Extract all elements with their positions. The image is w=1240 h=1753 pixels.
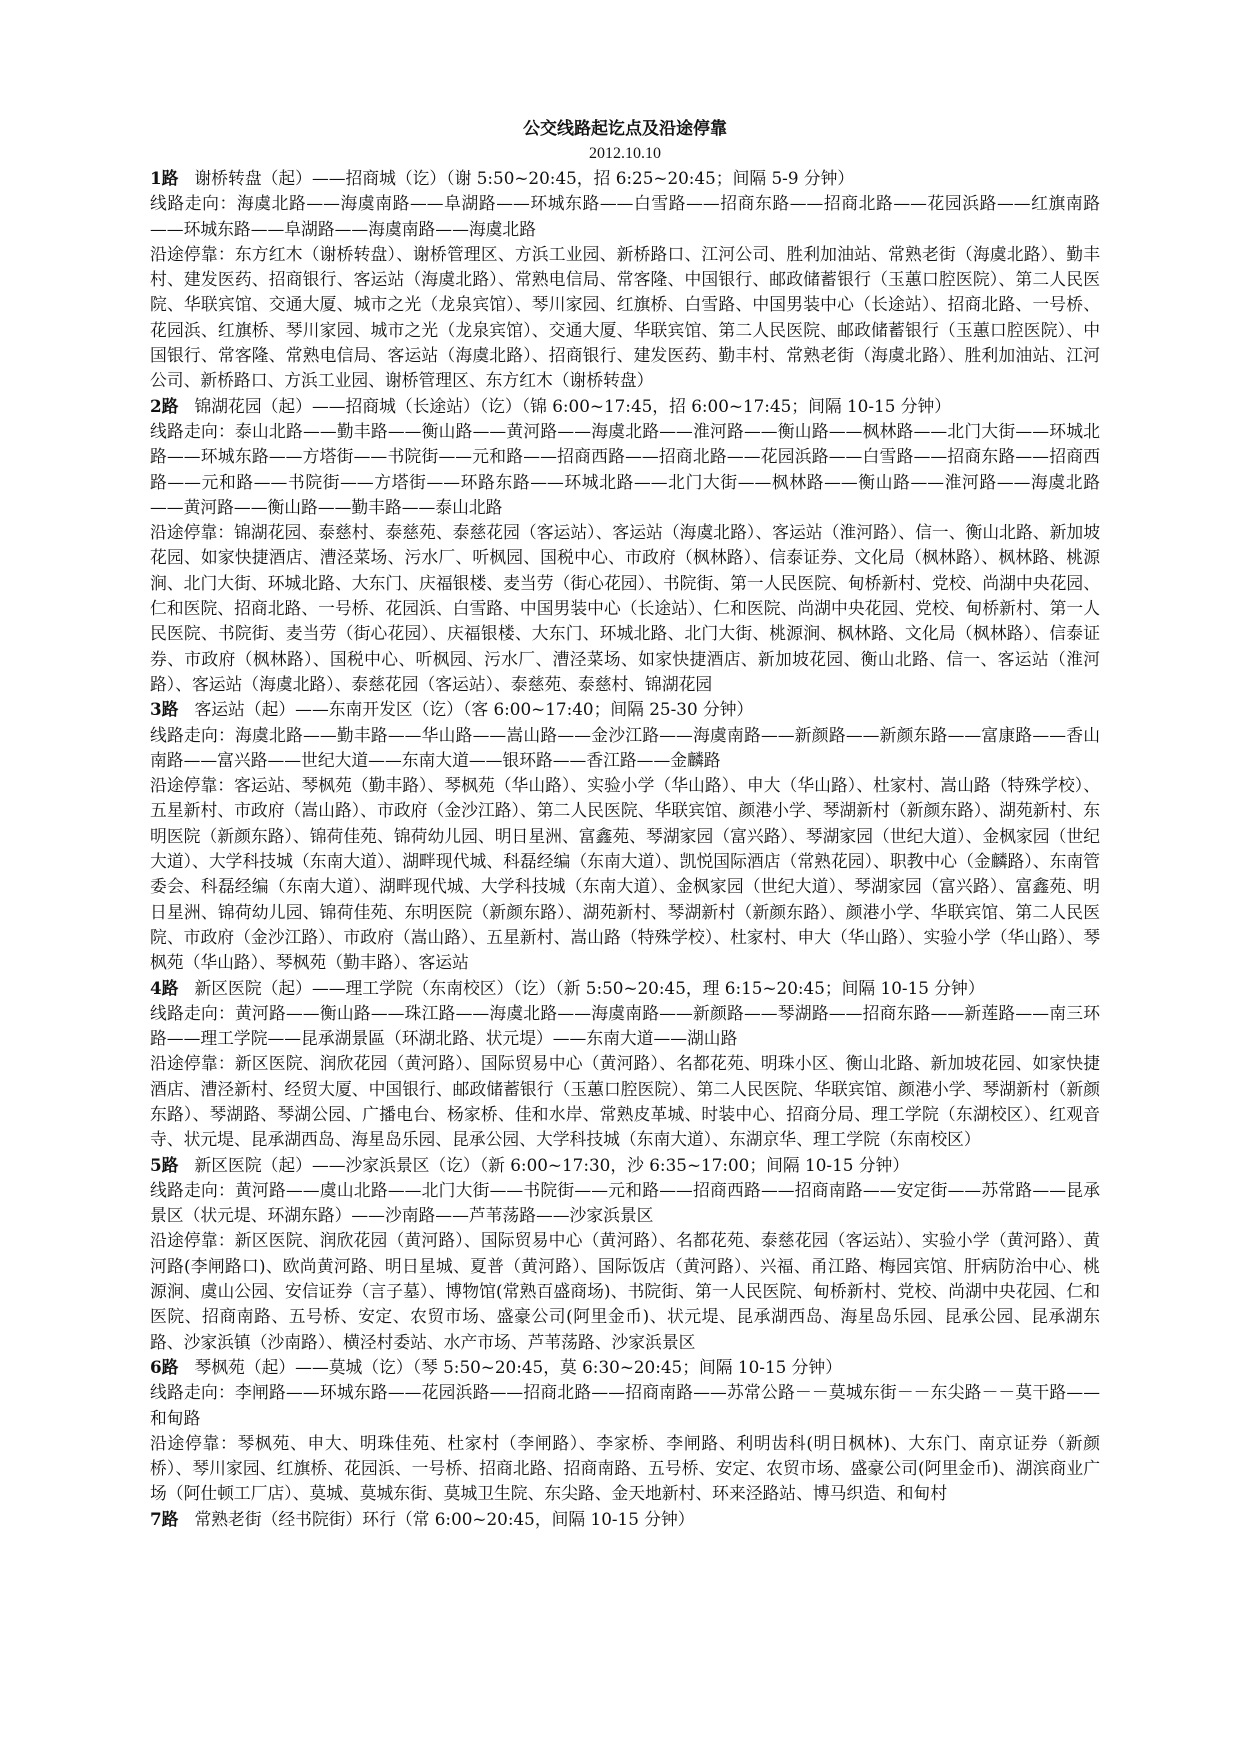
- route-7: [150, 1507, 1100, 1532]
- route-summary: 锦湖花园（起）——招商城（长途站）（讫）（锦 6:00~17:45，招 6:00~17:45；间隔 10-15 分钟）: [194, 395, 952, 416]
- route-summary: 谢桥转盘（起）——招商城（讫）（谢 5:50~20:45，招 6:25~20:45；间隔 5-9 分钟）: [194, 168, 855, 188]
- route-direction: 线路走向：李闸路——环城东路——花园浜路——招商北路——招商南路——苏常公路－－莫城东街－－东尖路－－莫干路——和甸路: [150, 1382, 1100, 1428]
- document-date: 2012.10.10: [589, 145, 661, 162]
- route-summary: 琴枫苑（起）——莫城（讫）（琴 5:50~20:45，莫 6:30~20:45；间隔 10-15 分钟）: [194, 1356, 842, 1377]
- route-summary: 新区医院（起）——沙家浜景区（讫）（新 6:00~17:30，沙 6:35~17:00；间隔 10-15 分钟）: [194, 1154, 910, 1175]
- route-stops: 沿途停靠：客运站、琴枫苑（勤丰路）、琴枫苑（华山路）、实验小学（华山路）、申大（华山路）、杜家村、嵩山路（特殊学校）、五星新村、市政府（嵩山路）、市政府（金沙江路）、第二人民医院、华联宾馆、颜港小学、琴湖新村（新颜东路）、湖苑新村、东明医院（新颜东路）、锦荷佳苑、锦荷幼儿园、明日星洲、富鑫苑、琴湖家园（富兴路）、琴湖家园（世纪大道）、金枫家园（世纪大道）、大学科技城（东南大道）、湖畔现代城、科磊经编（东南大道）、凯悦国际酒店（常熟花园）、职教中心（金麟路）、东南管委会、科磊经编（东南大道）、湖畔现代城、大学科技城（东南大道）、金枫家园（世纪大道）、琴湖家园（富兴路）、富鑫苑、明日星洲、锦荷幼儿园、锦荷佳苑、东明医院（新颜东路）、湖苑新村、琴湖新村（新颜东路）、颜港小学、华联宾馆、第二人民医院、市政府（金沙江路）、市政府（嵩山路）、五星新村、嵩山路（特殊学校）、杜家村、申大（华山路）、实验小学（华山路）、琴枫苑（华山路）、琴枫苑（勤丰路）、客运站: [150, 775, 1100, 973]
- route-number: 7路: [150, 1508, 179, 1529]
- route-stops: 沿途停靠：新区医院、润欣花园（黄河路）、国际贸易中心（黄河路）、名都花苑、明珠小区、衡山北路、新加坡花园、如家快捷酒店、漕泾新村、经贸大厦、中国银行、邮政储蓄银行（玉蕙口腔医院）、第二人民医院、华联宾馆、颜港小学、琴湖新村（新颜东路）、琴湖路、琴湖公园、广播电台、杨家桥、佳和水岸、常熟皮革城、时装中心、招商分局、理工学院（东湖校区）、红观音寺、状元堤、昆承湖西岛、海星岛乐园、昆承公园、大学科技城（东南大道）、东湖京华、理工学院（东南校区）: [150, 1053, 1100, 1150]
- document-page: [150, 116, 1100, 1532]
- route-summary: 客运站（起）——东南开发区（讫）（客 6:00~17:40；间隔 25-30 分钟）: [194, 699, 754, 720]
- route-2: [150, 394, 1100, 698]
- route-number: 6路: [150, 1356, 179, 1377]
- route-4: [150, 976, 1100, 1153]
- route-number: 2路: [150, 395, 179, 416]
- route-6: [150, 1355, 1100, 1507]
- document-title: 公交线路起讫点及沿途停靠: [523, 119, 727, 139]
- route-stops: 沿途停靠：锦湖花园、泰慈村、泰慈苑、泰慈花园（客运站）、客运站（海虞北路）、客运站（淮河路）、信一、衡山北路、新加坡花园、如家快捷酒店、漕泾菜场、污水厂、听枫园、国税中心、市政府（枫林路）、信泰证券、文化局（枫林路）、枫林路、桃源涧、北门大街、环城北路、大东门、庆福银楼、麦当劳（街心花园）、书院街、第一人民医院、甸桥新村、党校、尚湖中央花园、仁和医院、招商北路、一号桥、花园浜、白雪路、中国男装中心（长途站）、仁和医院、尚湖中央花园、党校、甸桥新村、第一人民医院、书院街、麦当劳（街心花园）、庆福银楼、大东门、环城北路、北门大街、桃源涧、枫林路、文化局（枫林路）、信泰证券、市政府（枫林路）、国税中心、听枫园、污水厂、漕泾菜场、如家快捷酒店、新加坡花园、衡山北路、信一、客运站（淮河路）、客运站（海虞北路）、泰慈花园（客运站）、泰慈苑、泰慈村、锦湖花园: [150, 522, 1100, 694]
- route-summary: 常熟老街（经书院街）环行（常 6:00~20:45，间隔 10-15 分钟）: [194, 1508, 695, 1529]
- route-summary: 新区医院（起）——理工学院（东南校区）（讫）（新 5:50~20:45，理 6:15~20:45；间隔 10-15 分钟）: [194, 977, 985, 998]
- route-stops: 沿途停靠：新区医院、润欣花园（黄河路）、国际贸易中心（黄河路）、名都花苑、泰慈花园（客运站）、实验小学（黄河路）、黄河路(李闸路口)、欧尚黄河路、明日星城、夏普（黄河路）、国际饭店（黄河路）、兴福、甬江路、梅园宾馆、肝病防治中心、桃源涧、虞山公园、安信证券（言子墓）、博物馆(常熟百盛商场)、书院街、第一人民医院、甸桥新村、党校、尚湖中央花园、仁和医院、招商南路、五号桥、安定、农贸市场、盛豪公司(阿里金币)、状元堤、昆承湖西岛、海星岛乐园、昆承公园、昆承湖东路、沙家浜镇（沙南路）、横泾村委站、水产市场、芦苇荡路、沙家浜景区: [150, 1230, 1100, 1352]
- route-stops: 沿途停靠：琴枫苑、申大、明珠佳苑、杜家村（李闸路）、李家桥、李闸路、利明齿科(明日枫林)、大东门、南京证券（新颜桥）、琴川家园、红旗桥、花园浜、一号桥、招商北路、招商南路、五号桥、安定、农贸市场、盛豪公司(阿里金币)、湖滨商业广场（阿仕顿工厂店）、莫城、莫城东街、莫城卫生院、东尖路、金天地新村、环来泾路站、博马织造、和甸村: [150, 1432, 1100, 1504]
- route-direction: 线路走向：黄河路——衡山路——珠江路——海虞北路——海虞南路——新颜路——琴湖路——招商东路——新莲路——南三环路——理工学院——昆承湖景區（环湖北路、状元堤）——东南大道——湖山路: [150, 1002, 1100, 1049]
- route-direction: 线路走向：泰山北路——勤丰路——衡山路——黄河路——海虞北路——淮河路——衡山路——枫林路——北门大街——环城北路——环城东路——方塔街——书院街——元和路——招商西路——招商北路——花园浜路——白雪路——招商东路——招商西路——元和路——书院街——方塔街——环路东路——环城北路——北门大街——枫林路——衡山路——淮河路——海虞北路——黄河路——衡山路——勤丰路——泰山北路: [150, 420, 1100, 517]
- route-stops: 沿途停靠：东方红木（谢桥转盘）、谢桥管理区、方浜工业园、新桥路口、江河公司、胜利加油站、常熟老街（海虞北路）、勤丰村、建发医药、招商银行、客运站（海虞北路）、常熟电信局、常客隆、中国银行、邮政储蓄银行（玉蕙口腔医院）、第二人民医院、华联宾馆、交通大厦、城市之光（龙泉宾馆）、琴川家园、红旗桥、白雪路、中国男装中心（长途站）、招商北路、一号桥、花园浜、红旗桥、琴川家园、城市之光（龙泉宾馆）、交通大厦、华联宾馆、第二人民医院、邮政储蓄银行（玉蕙口腔医院）、中国银行、常客隆、常熟电信局、客运站（海虞北路）、招商银行、建发医药、勤丰村、常熟老街（海虞北路）、胜利加油站、江河公司、新桥路口、方浜工业园、谢桥管理区、东方红木（谢桥转盘）: [150, 243, 1100, 391]
- route-number: 5路: [150, 1154, 179, 1175]
- route-1: [150, 166, 1100, 394]
- route-3: [150, 697, 1100, 975]
- route-direction: 线路走向：海虞北路——勤丰路——华山路——嵩山路——金沙江路——海虞南路——新颜路——新颜东路——富康路——香山南路——富兴路——世纪大道——东南大道——银环路——香江路——金麟路: [150, 724, 1100, 770]
- route-number: 3路: [150, 699, 179, 720]
- route-direction: 线路走向：黄河路——虞山北路——北门大街——书院街——元和路——招商西路——招商南路——安定街——苏常路——昆承景区（状元堤、环湖东路）——沙南路——芦苇荡路——沙家浜景区: [150, 1179, 1100, 1226]
- route-5: [150, 1153, 1100, 1355]
- route-number: 4路: [150, 977, 179, 998]
- route-number: 1路: [150, 168, 179, 188]
- route-direction: 线路走向：海虞北路——海虞南路——阜湖路——环城东路——白雪路——招商东路——招商北路——花园浜路——红旗南路——环城东路——阜湖路——海虞南路——海虞北路: [150, 193, 1100, 239]
